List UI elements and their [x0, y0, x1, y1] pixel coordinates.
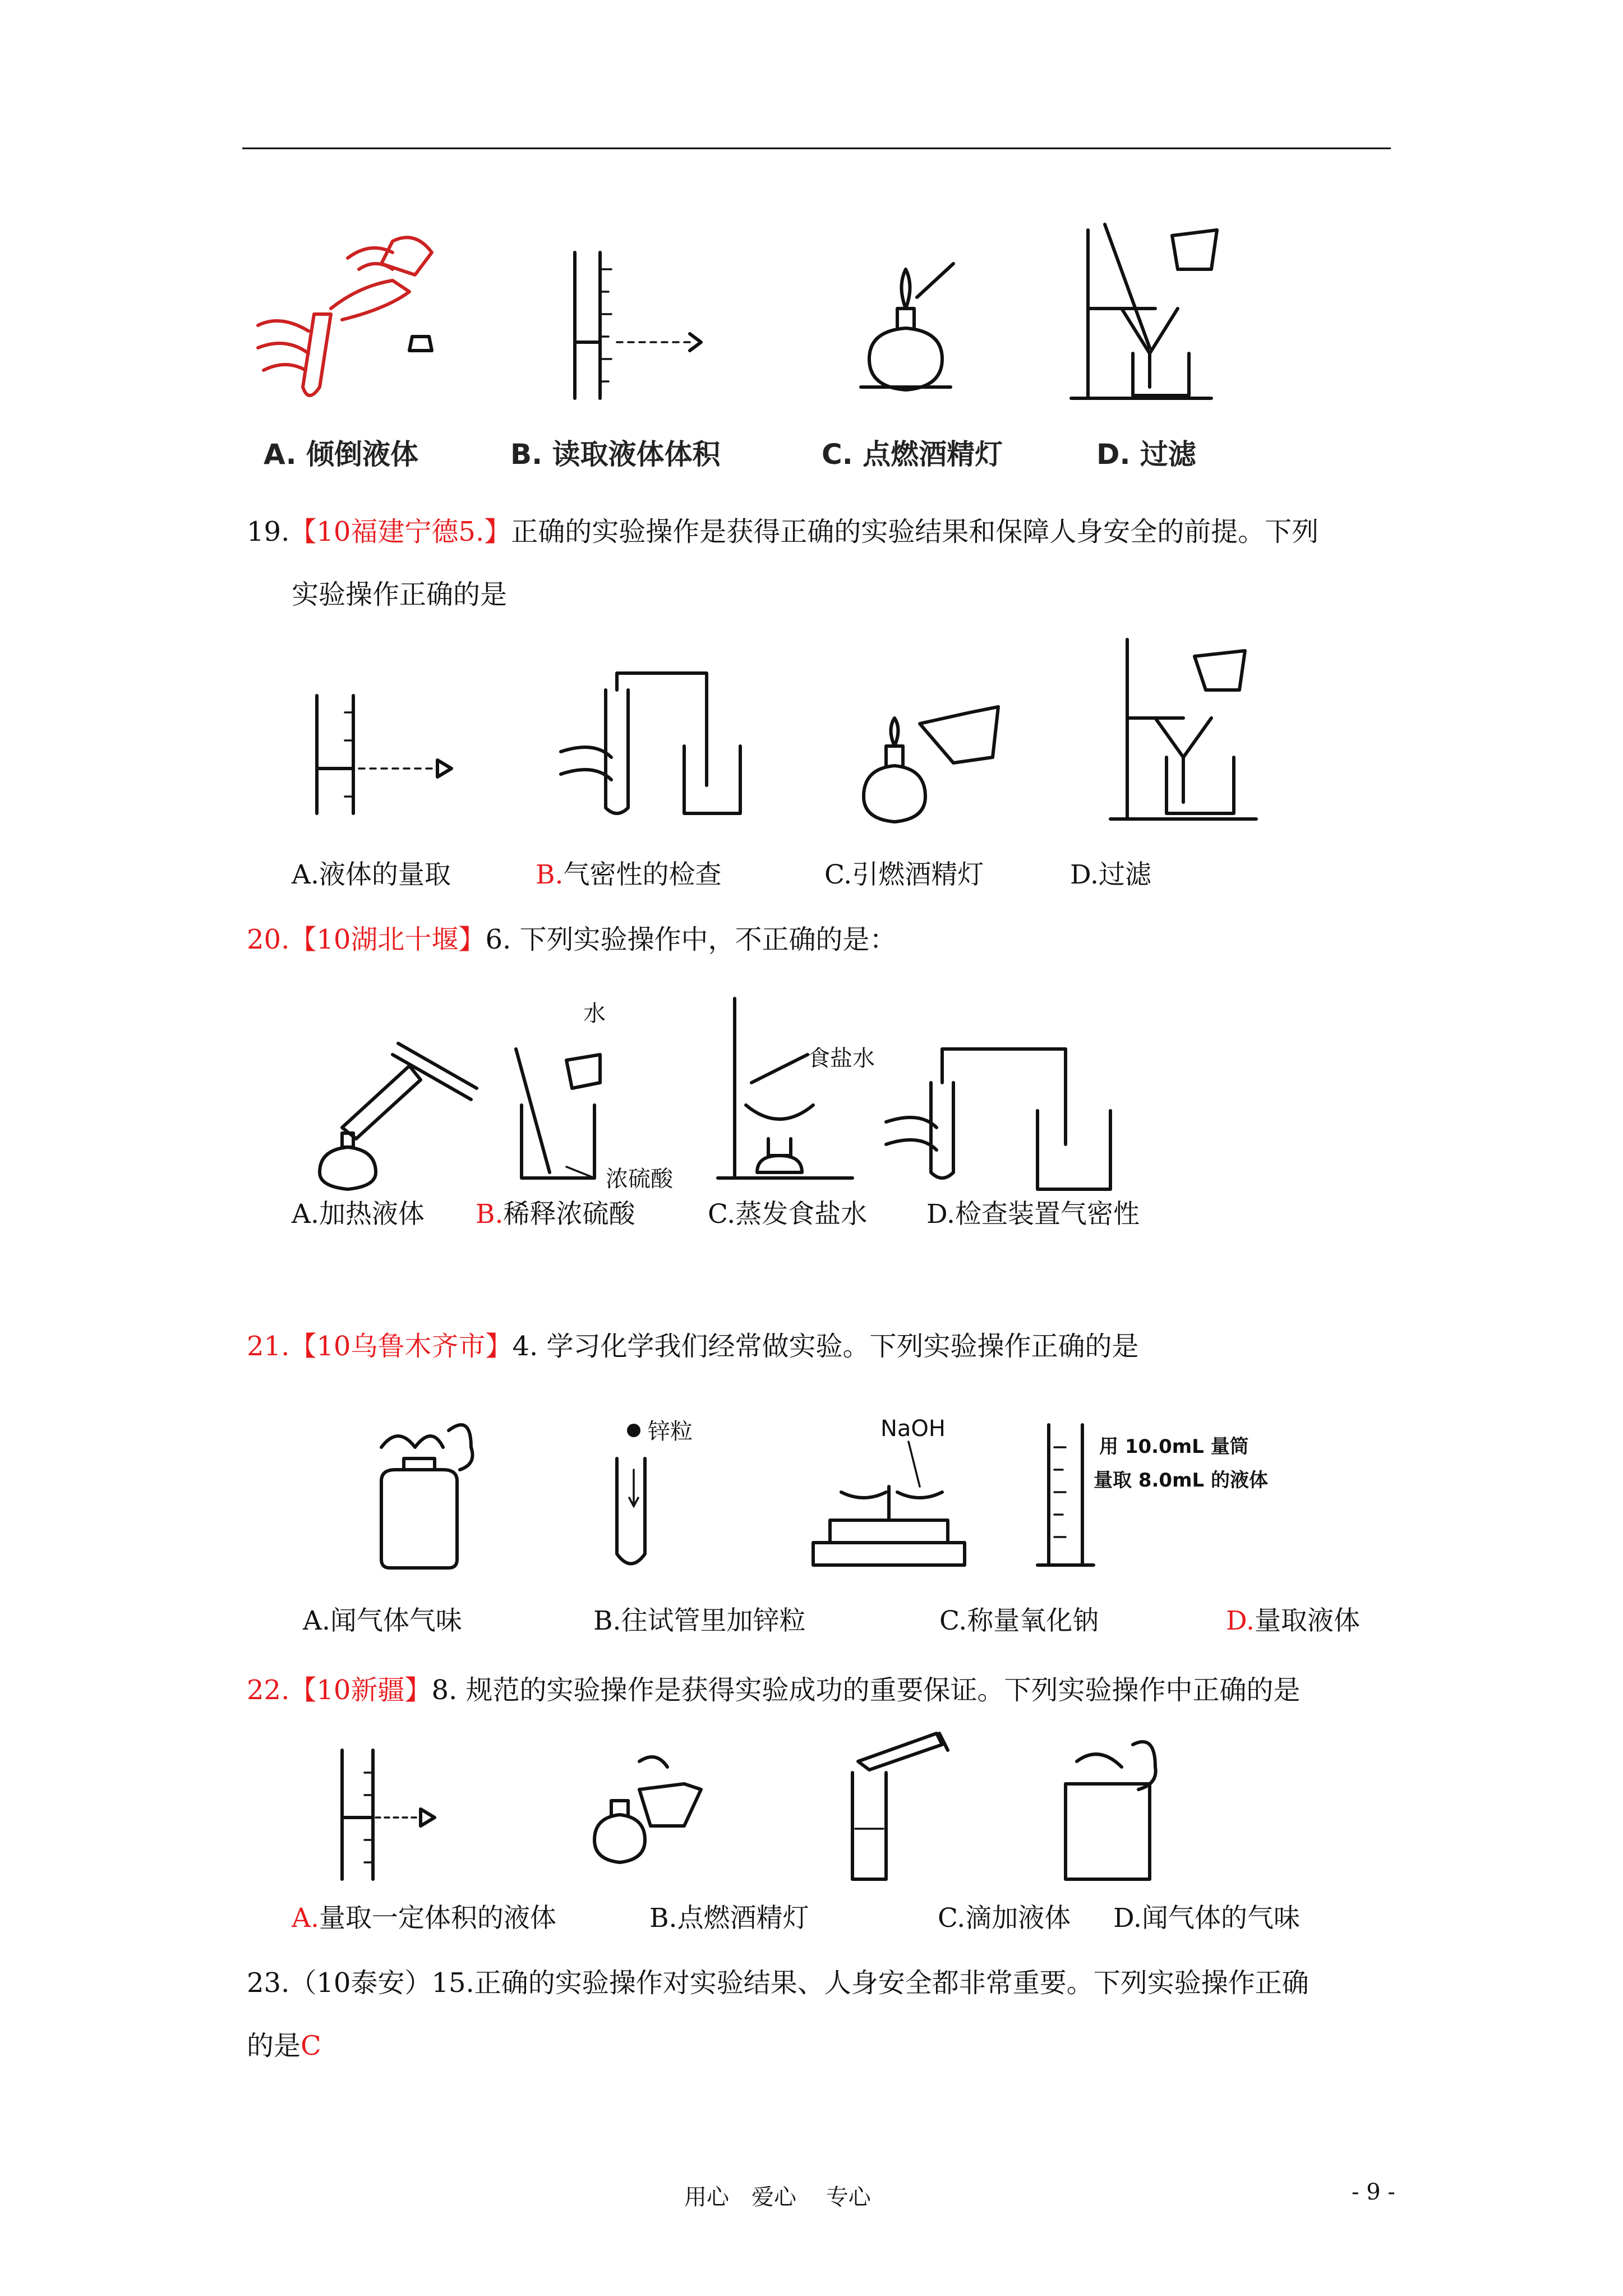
- read-volume-figure: [575, 252, 701, 398]
- row1-caption-d: D. 过滤: [1096, 438, 1196, 471]
- graduated-cylinder-figure: [1038, 1425, 1268, 1565]
- question-19-line2: 实验操作正确的是: [292, 579, 508, 610]
- filtration-figure: [1110, 639, 1256, 819]
- q21-option-a: A.闻气体气味: [303, 1605, 462, 1636]
- cylinder-label-2: 量取 8.0mL 的液体: [1094, 1469, 1268, 1492]
- q22-option-a: A.量取一定体积的液体: [292, 1903, 556, 1934]
- q22-option-d: D.闻气体的气味: [1113, 1903, 1300, 1934]
- question-source: （10泰安）: [289, 1967, 432, 1999]
- question-number: 20.: [247, 924, 290, 955]
- q20-option-c: C.蒸发食盐水: [708, 1199, 868, 1230]
- pour-liquid-figure: [258, 237, 432, 395]
- q19-option-a: A.液体的量取: [292, 859, 451, 890]
- question-text: 6. 下列实验操作中，不正确的是：: [485, 924, 897, 955]
- question-22-line1: [247, 1673, 1301, 1707]
- question-text: 8. 规范的实验操作是获得实验成功的重要保证。下列实验操作中正确的是: [431, 1674, 1301, 1706]
- brine-label: 食盐水: [808, 1046, 875, 1071]
- question-number: 21.: [247, 1331, 290, 1362]
- smell-gas-figure: [381, 1425, 473, 1568]
- zinc-label: 锌粒: [648, 1419, 693, 1444]
- question-source: 【10乌鲁木齐市】: [289, 1331, 513, 1362]
- water-label: 水: [583, 1001, 606, 1027]
- question-20-line1: [247, 923, 897, 956]
- q20-option-a: A.加热液体: [292, 1199, 425, 1230]
- question-source: 【10福建宁德5.】: [289, 516, 511, 547]
- figure-row-q20: [303, 987, 1256, 1200]
- smell-gas-figure-q22: [1066, 1742, 1156, 1879]
- q19-option-c: C.引燃酒精灯: [824, 859, 984, 890]
- question-number: 22.: [247, 1674, 290, 1706]
- q21-option-c: C.称量氧化钠: [939, 1605, 1099, 1636]
- q21-option-b: B.往试管里加锌粒: [593, 1605, 806, 1636]
- naoh-label: NaOH: [880, 1416, 946, 1442]
- row1-caption-b: B. 读取液体体积: [510, 438, 721, 471]
- light-lamp-figure: [861, 264, 953, 390]
- figure-row-q19: [292, 634, 1301, 836]
- evaporate-brine-figure: [718, 999, 875, 1178]
- q19-option-b: B.气密性的检查: [536, 859, 722, 890]
- q22-option-c: C.滴加液体: [938, 1903, 1071, 1934]
- acid-label: 浓硫酸: [606, 1166, 673, 1192]
- figure-row-q21: [359, 1414, 1335, 1576]
- page-number: - 9 -: [1352, 2179, 1395, 2205]
- question-number: 23.: [247, 1967, 290, 1999]
- measure-liquid-figure: [317, 696, 451, 813]
- ignite-lamp-figure: [864, 707, 998, 822]
- weigh-naoh-figure: [813, 1416, 965, 1565]
- figure-row-1: [247, 219, 1402, 421]
- drop-liquid-figure: [852, 1733, 948, 1879]
- question-source: 【10湖北十堰】: [289, 924, 486, 955]
- question-21-line1: [247, 1329, 1139, 1363]
- question-text: 正确的实验操作是获得正确的实验结果和保障人身安全的前提。下列: [511, 516, 1319, 547]
- add-zinc-figure: [617, 1419, 693, 1564]
- answer: C: [301, 2030, 321, 2062]
- row1-caption-a: A. 倾倒液体: [264, 438, 419, 471]
- question-text: 4. 学习化学我们经常做实验。下列实验操作正确的是: [512, 1331, 1139, 1362]
- q19-option-d: D.过滤: [1070, 859, 1151, 890]
- airtight-figure-q20: [886, 1049, 1110, 1189]
- question-source: 【10新疆】: [289, 1674, 432, 1706]
- footer-motto: 用心 爱心 专心: [684, 2184, 871, 2210]
- header-rule: [242, 148, 1391, 149]
- row1-caption-c: C. 点燃酒精灯: [822, 438, 1003, 471]
- filter-figure: [1071, 224, 1217, 398]
- q21-option-d: D.量取液体: [1226, 1605, 1360, 1636]
- q20-option-b: B.稀释浓硫酸: [476, 1199, 635, 1230]
- question-23-line1: [247, 1966, 1309, 2000]
- lamp-lighting-figure: [594, 1757, 701, 1862]
- q20-option-d: D.检查装置气密性: [926, 1199, 1140, 1230]
- question-23-line2: 的是C: [247, 2030, 321, 2062]
- dilute-acid-figure: [516, 1001, 674, 1192]
- q22-option-b: B.点燃酒精灯: [649, 1903, 809, 1934]
- heat-liquid-figure: [320, 1043, 477, 1189]
- question-number: 19.: [247, 516, 290, 547]
- cylinder-label-1: 用 10.0mL 量筒: [1099, 1435, 1249, 1458]
- question-text: 15.正确的实验操作对实验结果、人身安全都非常重要。下列实验操作正确: [431, 1967, 1309, 1999]
- measure-volume-figure: [342, 1750, 435, 1879]
- figure-row-q22: [325, 1728, 1223, 1890]
- airtight-check-figure: [561, 673, 740, 813]
- question-19-line1: [247, 515, 1318, 549]
